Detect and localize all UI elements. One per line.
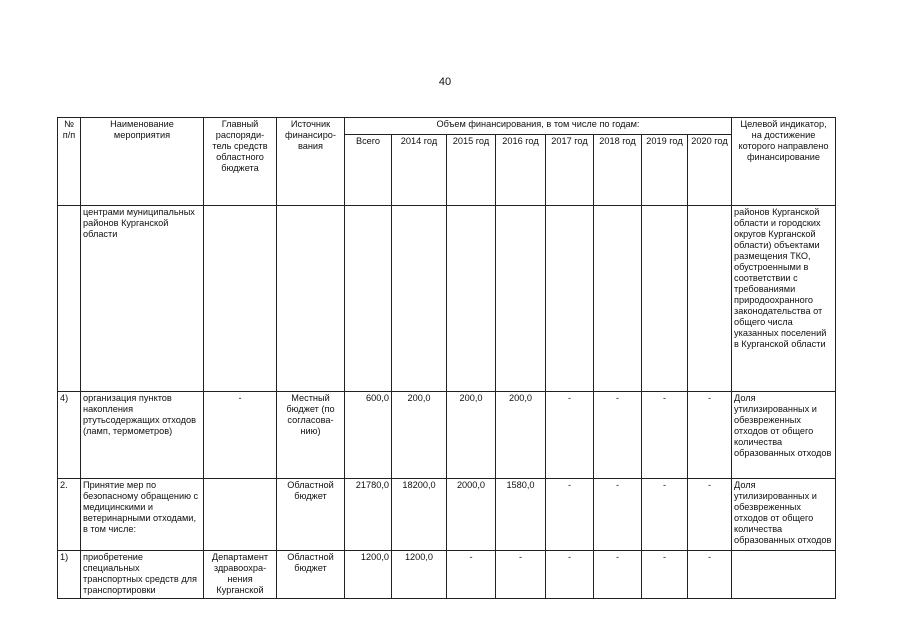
row-year-value: 200,0: [447, 392, 496, 479]
row-num: 2.: [58, 479, 81, 551]
header-year: 2018 год: [594, 135, 642, 206]
header-manager: Главный распоряди- тель средств областного бюджета: [204, 118, 277, 206]
header-year: 2015 год: [447, 135, 496, 206]
row-manager: Департамент здравоохра- нения Курганской: [204, 551, 277, 599]
row-total: 1200,0: [345, 551, 392, 599]
header-indicator: Целевой индикатор, на достижение которого направлено финансирование: [732, 118, 836, 206]
row-year-value: [642, 206, 688, 392]
row-num: [58, 206, 81, 392]
row-num: 4): [58, 392, 81, 479]
table-row: [58, 206, 836, 392]
row-source: Местный бюджет (по согласова- нию): [277, 392, 345, 479]
header-name: Наименование мероприятия: [81, 118, 204, 206]
row-indicator: Доля утилизированных и обезвреженных отходов от общего количества образованных отходов: [732, 479, 836, 551]
row-year-value: -: [642, 551, 688, 599]
row-year-value: 2000,0: [447, 479, 496, 551]
row-indicator: Доля утилизированных и обезвреженных отходов от общего количества образованных отходов: [732, 392, 836, 479]
row-year-value: [688, 206, 732, 392]
row-year-value: -: [496, 551, 546, 599]
row-total: 21780,0: [345, 479, 392, 551]
financing-table: [57, 117, 836, 599]
row-manager: -: [204, 392, 277, 479]
table-row: [58, 479, 836, 551]
row-name: приобретение специальных транспортных средств для транспортировки: [81, 551, 204, 599]
row-name: организация пунктов накопления ртутьсодержащих отходов (ламп, термометров): [81, 392, 204, 479]
header-year: 2019 год: [642, 135, 688, 206]
header-source: Источник финансиро- вания: [277, 118, 345, 206]
row-name: центрами муниципальных районов Курганской области: [81, 206, 204, 392]
header-year: 2020 год: [688, 135, 732, 206]
row-year-value: -: [688, 392, 732, 479]
header-year: 2016 год: [496, 135, 546, 206]
row-year-value: -: [546, 479, 594, 551]
row-year-value: 200,0: [392, 392, 447, 479]
row-year-value: -: [642, 392, 688, 479]
row-year-value: -: [546, 551, 594, 599]
header-year: 2014 год: [392, 135, 447, 206]
table-row: [58, 551, 836, 599]
row-year-value: 1580,0: [496, 479, 546, 551]
row-year-value: -: [688, 551, 732, 599]
row-source: [277, 206, 345, 392]
row-year-value: -: [688, 479, 732, 551]
row-manager: [204, 206, 277, 392]
row-year-value: 1200,0: [392, 551, 447, 599]
row-year-value: -: [546, 392, 594, 479]
header-total: Всего: [345, 135, 392, 206]
row-year-value: -: [594, 551, 642, 599]
row-year-value: [447, 206, 496, 392]
header-year: 2017 год: [546, 135, 594, 206]
row-year-value: [594, 206, 642, 392]
table-row: [58, 392, 836, 479]
row-year-value: 200,0: [496, 392, 546, 479]
row-year-value: -: [642, 479, 688, 551]
row-total: 600,0: [345, 392, 392, 479]
row-indicator: [732, 551, 836, 599]
row-indicator: районов Курганской области и городских округов Курганской области) объектами размещения ТКО, обустроенными в соответствии с требованиями природоохранного законодательства от общего числа указанных поселений в Курганской области: [732, 206, 836, 392]
page-number: 40: [438, 76, 452, 88]
row-num: 1): [58, 551, 81, 599]
row-source: Областной бюджет: [277, 551, 345, 599]
row-year-value: [392, 206, 447, 392]
row-year-value: [546, 206, 594, 392]
header-volume: Объем финансирования, в том числе по годам:: [345, 118, 732, 135]
header-num: № п/п: [58, 118, 81, 206]
row-year-value: -: [594, 479, 642, 551]
row-source: Областной бюджет: [277, 479, 345, 551]
row-name: Принятие мер по безопасному обращению с медицинскими и ветеринарными отходами, в том числе:: [81, 479, 204, 551]
row-year-value: 18200,0: [392, 479, 447, 551]
row-manager: [204, 479, 277, 551]
scan-edge-artifact: [898, 0, 899, 640]
row-total: [345, 206, 392, 392]
row-year-value: [496, 206, 546, 392]
row-year-value: -: [447, 551, 496, 599]
row-year-value: -: [594, 392, 642, 479]
